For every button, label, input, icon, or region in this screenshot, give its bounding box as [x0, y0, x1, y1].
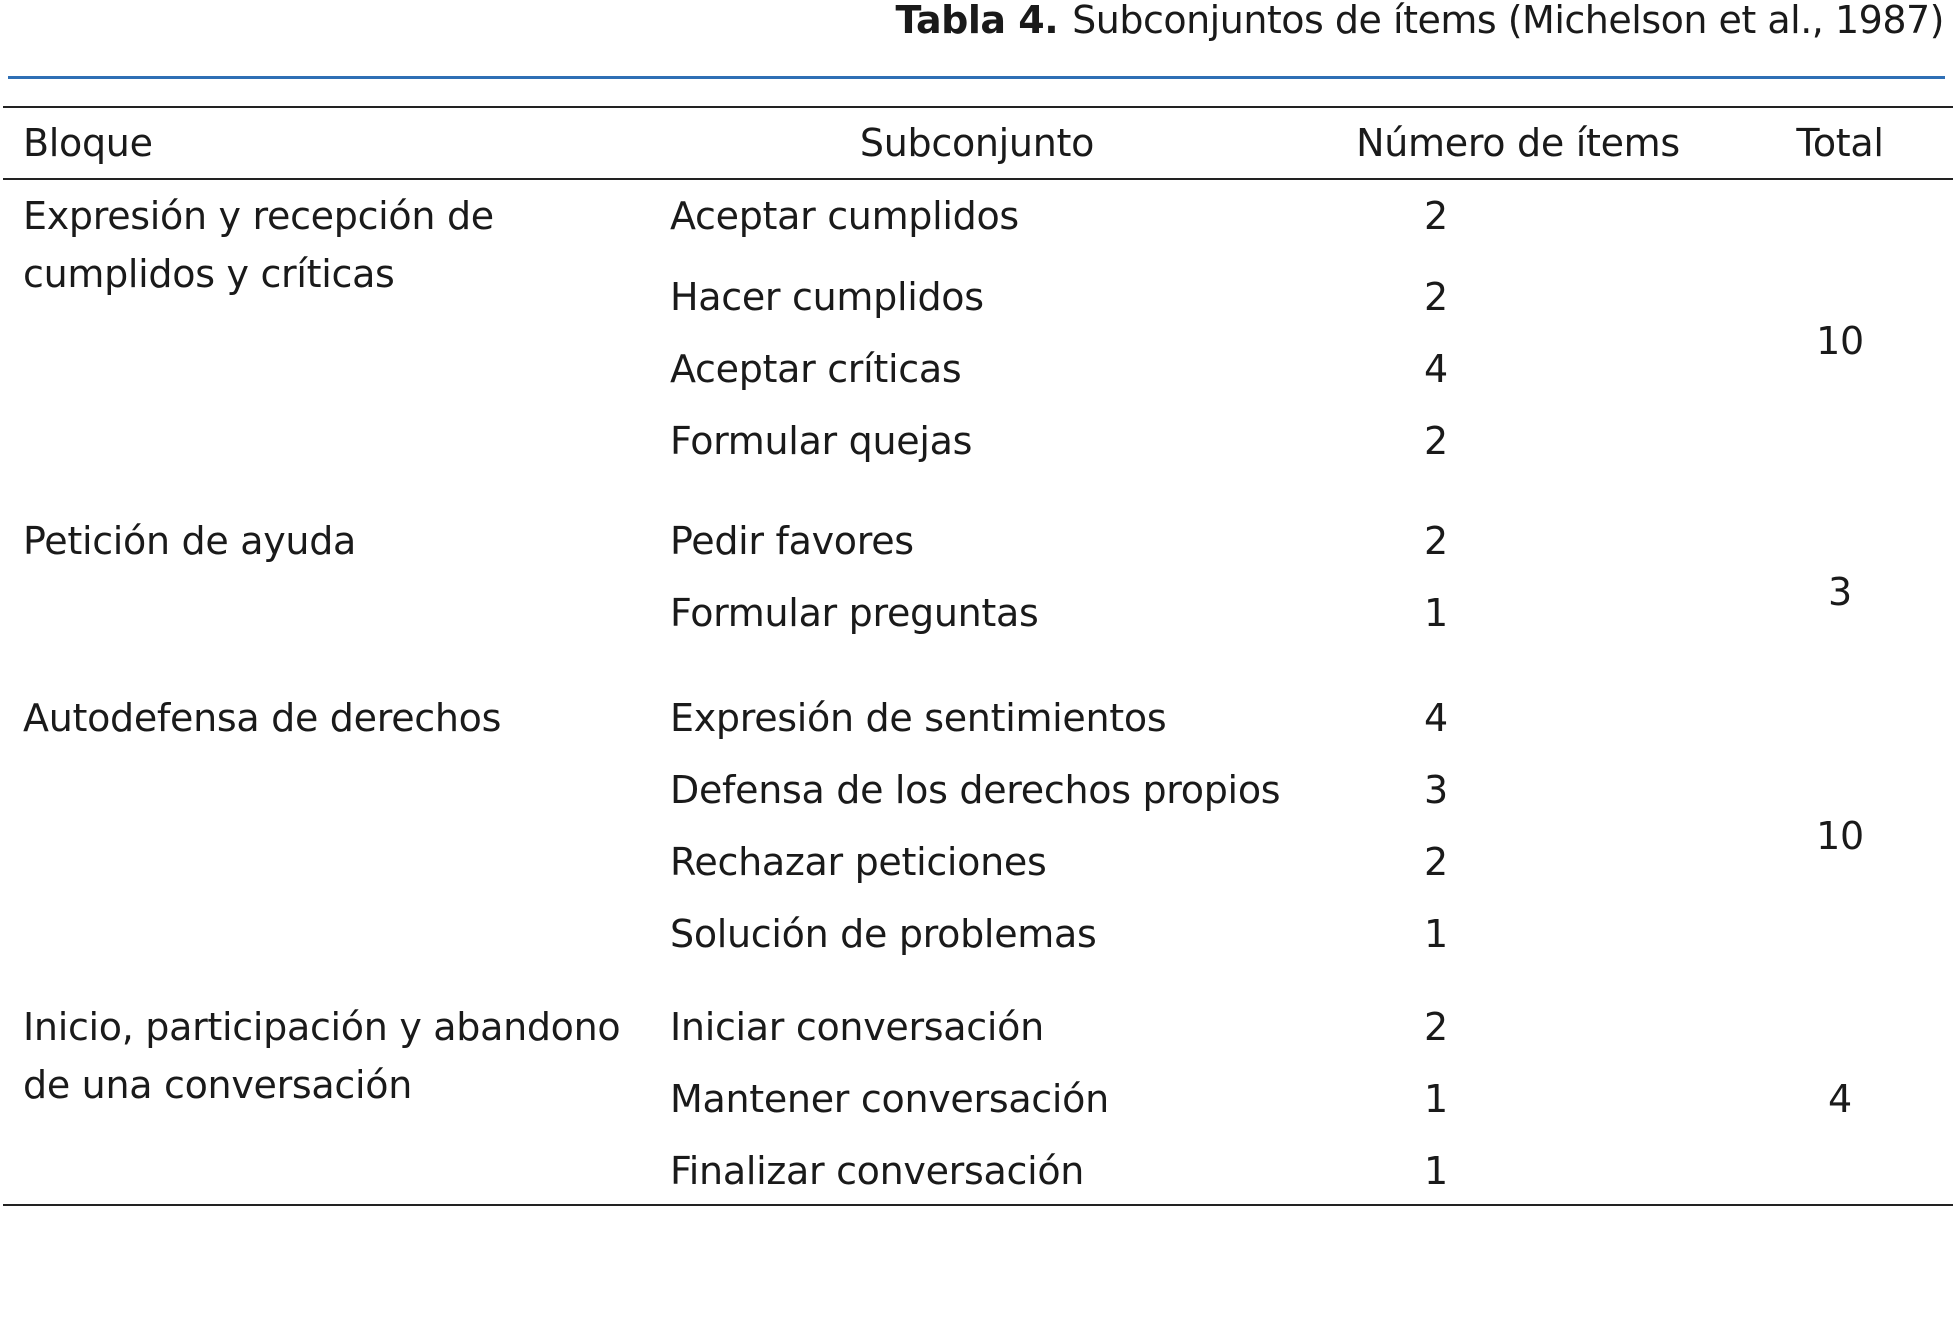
numero-cell: 1 — [1424, 1149, 1448, 1193]
subconjunto-cell: Defensa de los derechos propios — [670, 768, 1281, 812]
numero-cell: 2 — [1424, 194, 1448, 238]
subconjunto-cell: Rechazar peticiones — [670, 840, 1047, 884]
block-2-total: 3 — [1828, 570, 1852, 614]
subconjunto-cell: Hacer cumplidos — [670, 275, 984, 319]
caption-label: Tabla 4. — [895, 0, 1059, 42]
caption-divider — [8, 76, 1945, 79]
subconjunto-cell: Finalizar conversación — [670, 1149, 1085, 1193]
table-top-rule — [3, 106, 1953, 108]
caption-text: Subconjuntos de ítems (Michelson et al., 1987) — [1072, 0, 1944, 42]
header-subconjunto: Subconjunto — [859, 121, 1095, 165]
numero-cell: 1 — [1424, 912, 1448, 956]
subconjunto-cell: Formular quejas — [670, 419, 973, 463]
subconjunto-cell: Mantener conversación — [670, 1077, 1109, 1121]
header-numero-items: Número de ítems — [1356, 121, 1680, 165]
header-bloque: Bloque — [23, 121, 153, 165]
numero-cell: 1 — [1424, 1077, 1448, 1121]
header-total: Total — [1796, 121, 1884, 165]
numero-cell: 4 — [1424, 696, 1448, 740]
table-bottom-rule — [3, 1204, 1953, 1206]
subconjunto-cell: Pedir favores — [670, 519, 914, 563]
block-2-bloque: Petición de ayuda — [23, 519, 357, 563]
subconjunto-cell: Iniciar conversación — [670, 1005, 1044, 1049]
block-1-total: 10 — [1816, 319, 1864, 363]
subconjunto-cell: Solución de problemas — [670, 912, 1097, 956]
block-4-bloque-line-2: de una conversación — [23, 1063, 412, 1107]
numero-cell: 2 — [1424, 1005, 1448, 1049]
numero-cell: 2 — [1424, 419, 1448, 463]
subconjunto-cell: Expresión de sentimientos — [670, 696, 1167, 740]
block-1-bloque-line-2: cumplidos y críticas — [23, 252, 395, 296]
numero-cell: 2 — [1424, 840, 1448, 884]
subconjunto-cell: Formular preguntas — [670, 591, 1039, 635]
subconjunto-cell: Aceptar críticas — [670, 347, 962, 391]
numero-cell: 1 — [1424, 591, 1448, 635]
numero-cell: 2 — [1424, 519, 1448, 563]
block-1-bloque: Expresión y recepción de — [23, 194, 494, 238]
block-3-total: 10 — [1816, 814, 1864, 858]
numero-cell: 2 — [1424, 275, 1448, 319]
block-3-bloque: Autodefensa de derechos — [23, 696, 502, 740]
table-caption — [895, 0, 1944, 40]
block-4-total: 4 — [1828, 1077, 1852, 1121]
numero-cell: 4 — [1424, 347, 1448, 391]
numero-cell: 3 — [1424, 768, 1448, 812]
block-4-bloque: Inicio, participación y abandono — [23, 1005, 621, 1049]
header-rule — [3, 178, 1953, 180]
subconjunto-cell: Aceptar cumplidos — [670, 194, 1019, 238]
